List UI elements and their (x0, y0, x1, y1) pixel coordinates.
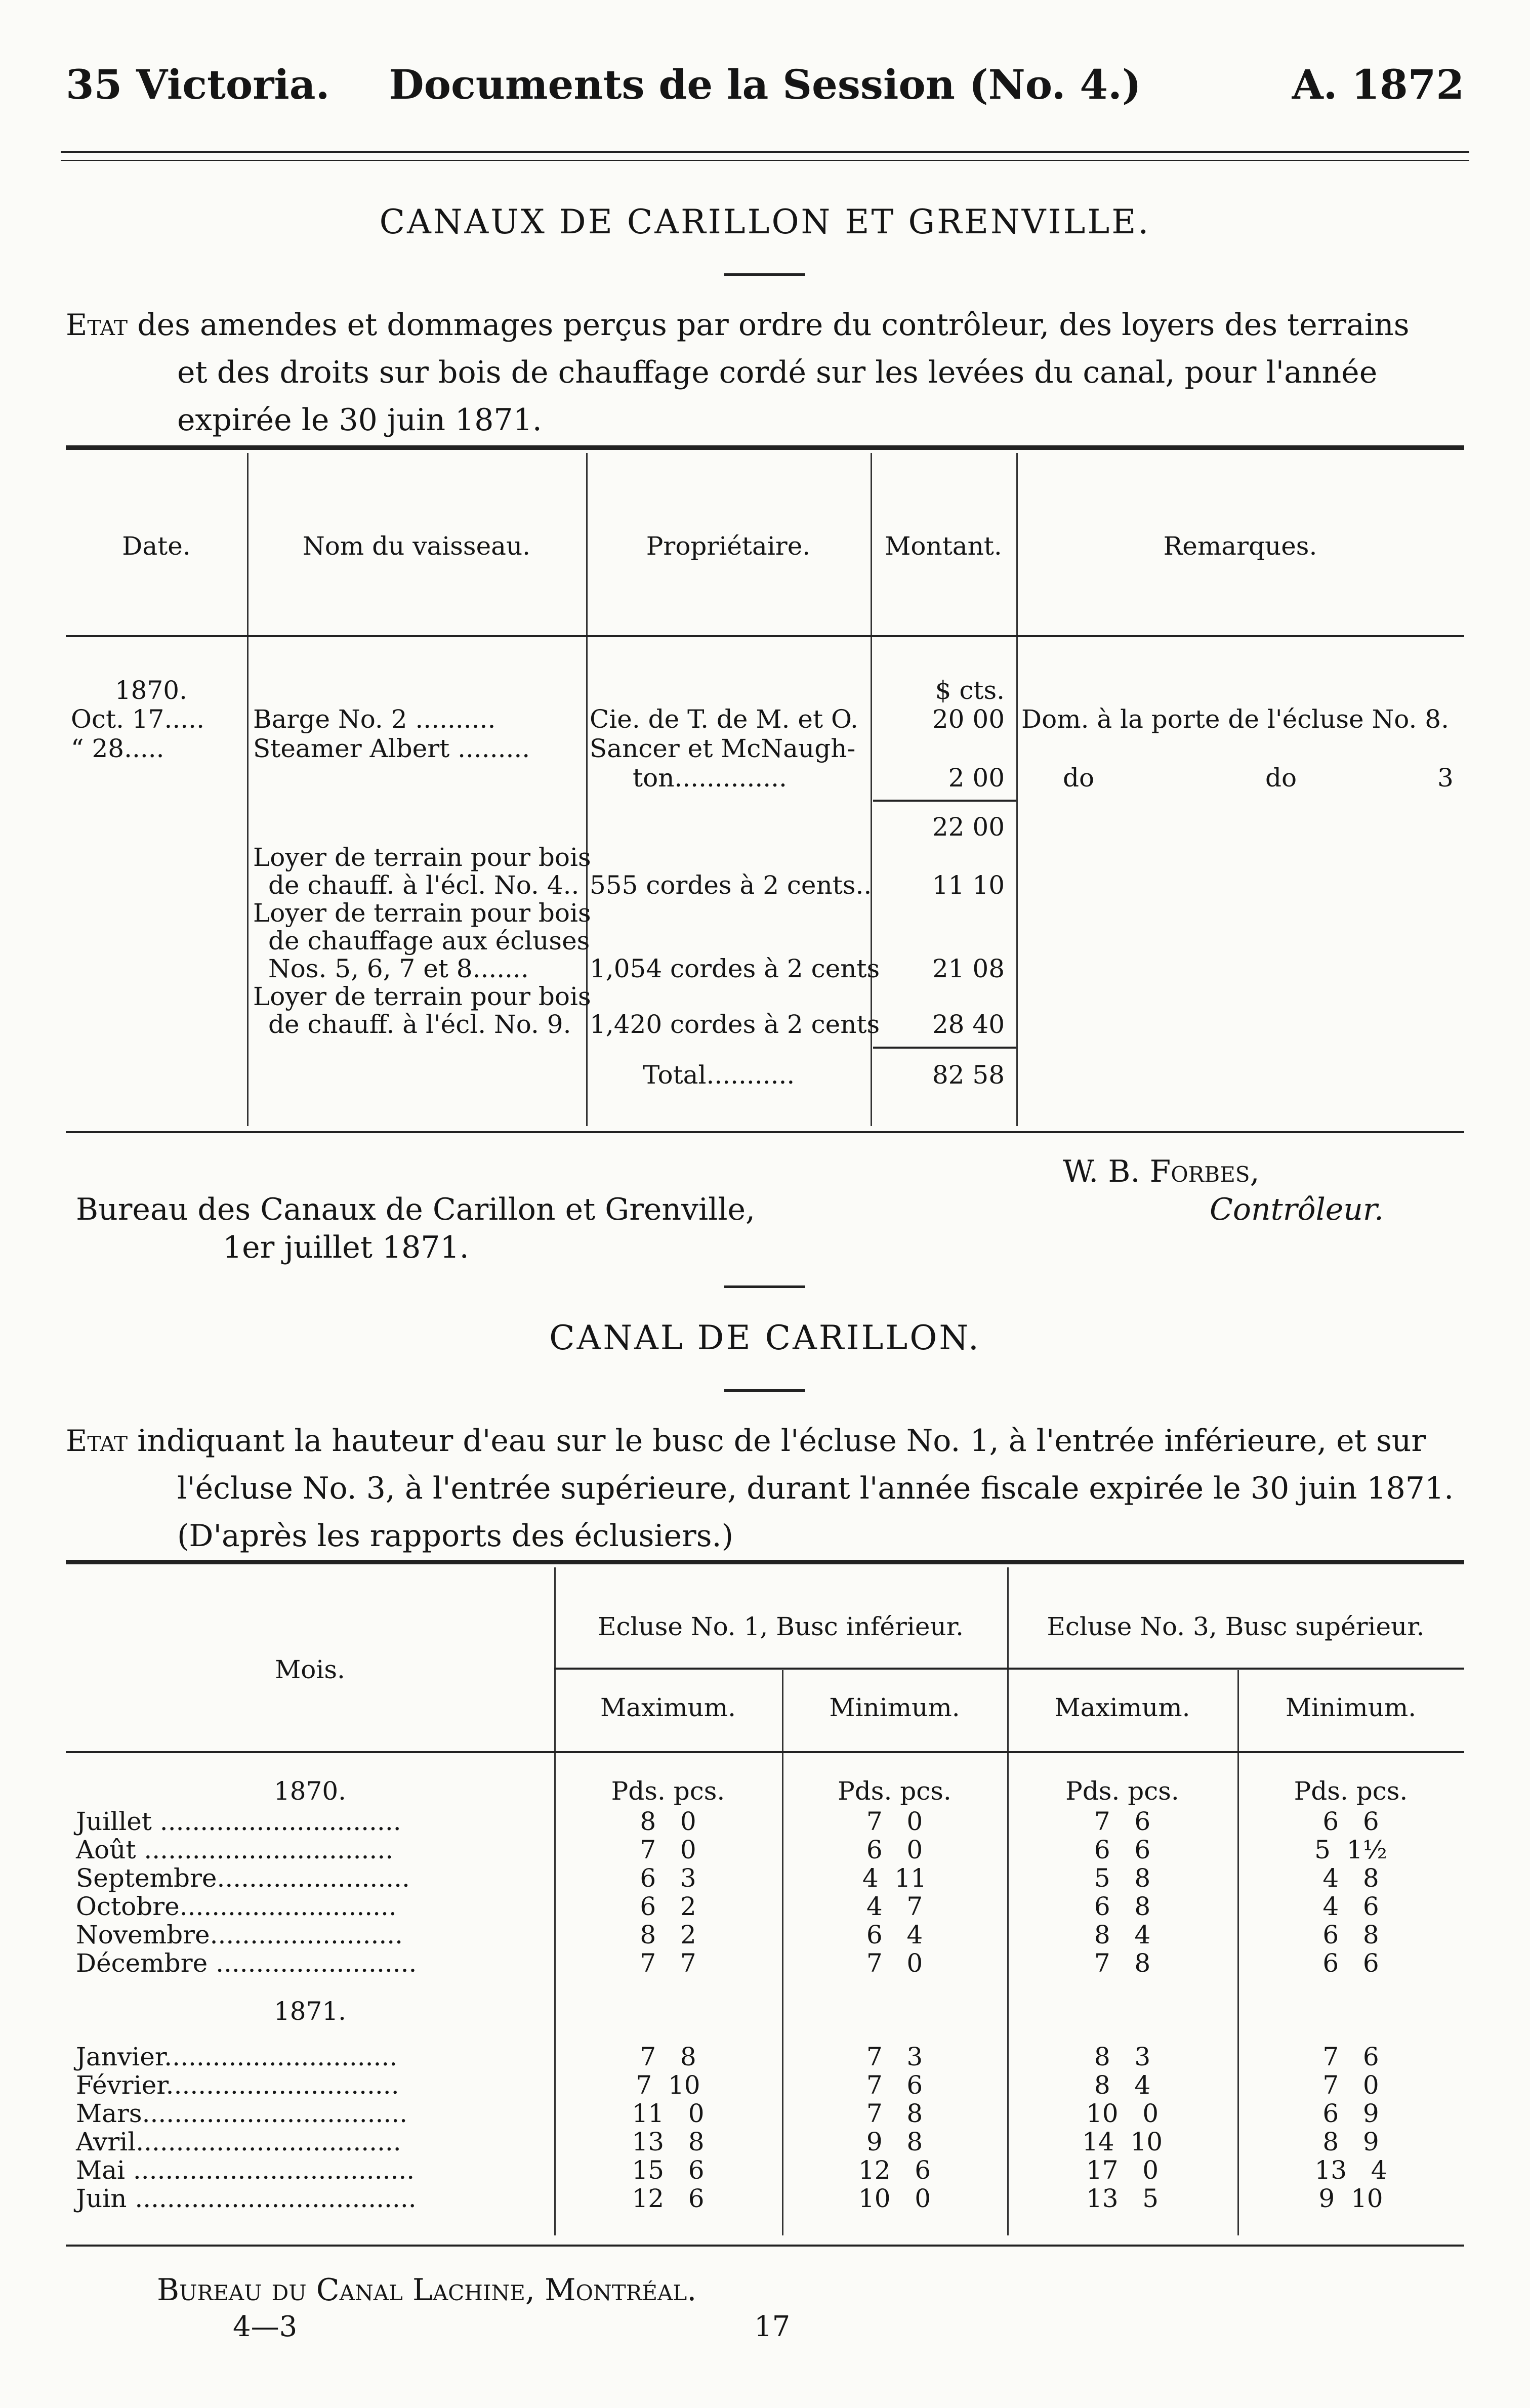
table-cell-value: 7 0 (640, 1835, 696, 1864)
units: Pds. pcs. (611, 1776, 725, 1806)
table-cell-value: 7 0 (866, 1807, 923, 1836)
table-cell-value: 4 8 (1322, 1863, 1379, 1893)
year-label: 1871. (273, 1997, 347, 2026)
table-row-owner: Cie. de T. de M. et O. (590, 704, 858, 734)
currency-label: $ cts. (935, 676, 1005, 705)
table-cell-value: 11 0 (632, 2099, 705, 2128)
table-cell-value: 7 8 (866, 2099, 923, 2128)
header-year: A. 1872 (1292, 61, 1464, 108)
total-rule (873, 1047, 1016, 1049)
table-row-month: Mai ................................... (76, 2155, 415, 2185)
table-cell-value: 17 0 (1086, 2155, 1159, 2185)
table-cell-value: 6 8 (1322, 1920, 1379, 1949)
loyer-amount: 28 40 (932, 1010, 1005, 1039)
table-row-remark: Dom. à la porte de l'écluse No. 8. (1021, 704, 1449, 734)
table-cell-value: 13 5 (1086, 2184, 1159, 2213)
loyer-owner: 1,420 cordes à 2 cents (590, 1010, 880, 1039)
col-min-3: Minimum. (1285, 1693, 1417, 1722)
table-row-owner-cont: ton.............. (633, 763, 787, 793)
table-row-remark: do (1265, 763, 1297, 793)
loyer-line: Loyer de terrain pour bois (253, 982, 591, 1011)
subtotal-rule (873, 800, 1016, 802)
loyer-owner: 1,054 cordes à 2 cents (590, 954, 880, 983)
signature-title: Contrôleur. (1210, 1192, 1384, 1227)
table-cell-value: 4 11 (862, 1863, 927, 1893)
group-rule (554, 1668, 1464, 1670)
table-row-month: Juin ................................... (76, 2184, 417, 2213)
table-cell-value: 8 2 (640, 1920, 696, 1949)
table-cell-value: 8 0 (640, 1807, 696, 1836)
table-cell-value: 6 2 (640, 1892, 696, 1921)
col-vessel: Nom du vaisseau. (302, 531, 531, 561)
table-cell-value: 4 7 (866, 1892, 923, 1921)
col-max-3: Maximum. (1054, 1693, 1190, 1722)
subtotal: 22 00 (932, 812, 1005, 842)
section1-intro (66, 301, 1464, 444)
table-bottom-rule (66, 2245, 1464, 2247)
col-remarks: Remarques. (1163, 531, 1317, 561)
table-cell-value: 6 8 (1094, 1892, 1151, 1921)
section1-title: CANAUX DE CARILLON ET GRENVILLE. (379, 202, 1151, 241)
table-row-month: Novembre........................ (76, 1920, 403, 1949)
table-row-month: Juillet .............................. (76, 1807, 401, 1836)
table-cell-value: 8 4 (1094, 2070, 1151, 2100)
running-header (66, 61, 1464, 116)
table-cell-value: 7 8 (1094, 1948, 1151, 1978)
units: Pds. pcs. (1294, 1776, 1408, 1806)
table-row-remark: 3 (1437, 763, 1454, 793)
loyer-owner: 555 cordes à 2 cents.. (590, 870, 872, 900)
col-max-1: Maximum. (600, 1693, 736, 1722)
header-session: 35 Victoria. (66, 61, 330, 108)
table-cell-value: 13 4 (1314, 2155, 1387, 2185)
table-cell-value: 7 3 (866, 2042, 923, 2071)
intro-line: (D'après les rapports des éclusiers.) (177, 1518, 734, 1554)
header-title: Documents de la Session (No. 4.) (389, 61, 1141, 108)
table-cell-value: 7 0 (866, 1948, 923, 1978)
office-label: Bureau des Canaux de Carillon et Grenville, (76, 1192, 756, 1227)
loyer-line: de chauffage aux écluses (268, 926, 590, 956)
table-row-month: Octobre........................... (76, 1892, 397, 1921)
table-row-month: Mars................................. (76, 2099, 408, 2128)
year-label: 1870. (273, 1776, 347, 1806)
table-cell-value: 5 8 (1094, 1863, 1151, 1893)
table-cell-value: 12 6 (858, 2155, 931, 2185)
divider (724, 1389, 805, 1392)
table-row-date: Oct. 17..... (71, 704, 204, 734)
intro-line: indiquant la hauteur d'eau sur le busc de l'écluse No. 1, à l'entrée inférieure, et sur (137, 1423, 1426, 1459)
loyer-amount: 21 08 (932, 954, 1005, 983)
table-row-month: Février............................. (76, 2070, 399, 2100)
col-amount: Montant. (885, 531, 1002, 561)
table-row-amount: 2 00 (948, 763, 1005, 793)
intro-line: expirée le 30 juin 1871. (177, 402, 542, 438)
col-owner: Propriétaire. (646, 531, 811, 561)
table-row-vessel: Steamer Albert ......... (253, 734, 530, 763)
intro-line: des amendes et dommages perçus par ordre du contrôleur, des loyers des terrains (137, 307, 1410, 343)
table-cell-value: 5 1½ (1314, 1835, 1387, 1864)
table-top-rule (66, 1560, 1464, 1564)
table-row-amount: 20 00 (932, 704, 1005, 734)
intro-lead: Etat (66, 308, 128, 342)
section2-title: CANAL DE CARILLON. (549, 1318, 981, 1357)
loyer-line: de chauff. à l'écl. No. 9. (268, 1010, 571, 1039)
col-date: Date. (122, 531, 191, 561)
table-cell-value: 6 4 (866, 1920, 923, 1949)
col-mois: Mois. (275, 1655, 345, 1684)
header-rule (61, 151, 1469, 161)
footer-ref: 4—3 (233, 2310, 298, 2343)
table-row-month: Septembre........................ (76, 1863, 410, 1893)
table-cell-value: 10 0 (1086, 2099, 1159, 2128)
col-min-1: Minimum. (829, 1693, 960, 1722)
table-cell-value: 7 6 (1322, 2042, 1379, 2071)
year-label: 1870. (114, 676, 187, 705)
loyer-line: Loyer de terrain pour bois (253, 843, 591, 872)
office-date: 1er juillet 1871. (223, 1230, 469, 1265)
divider (724, 1285, 805, 1288)
table-row-month: Décembre ......................... (76, 1948, 417, 1978)
intro-line: l'écluse No. 3, à l'entrée supérieure, durant l'année fiscale expirée le 30 juin 1871. (177, 1471, 1454, 1506)
divider (724, 273, 805, 276)
section2-intro (66, 1417, 1464, 1560)
table-top-rule (66, 445, 1464, 450)
loyer-amount: 11 10 (932, 870, 1005, 900)
table-row-month: Janvier............................. (76, 2042, 398, 2071)
units: Pds. pcs. (1065, 1776, 1179, 1806)
table-row-date: “ 28..... (71, 734, 164, 763)
table-cell-value: 6 6 (1094, 1835, 1151, 1864)
table-cell-value: 14 10 (1082, 2127, 1163, 2156)
table-row-vessel: Barge No. 2 .......... (253, 704, 496, 734)
footer-office: Bureau du Canal Lachine, Montréal. (157, 2272, 697, 2308)
table-cell-value: 7 7 (640, 1948, 696, 1978)
units: Pds. pcs. (838, 1776, 952, 1806)
table-row-month: Août ............................... (76, 1835, 394, 1864)
signature-name: W. B. Forbes, (1063, 1154, 1260, 1189)
table-cell-value: 4 6 (1322, 1892, 1379, 1921)
table-cell-value: 8 9 (1322, 2127, 1379, 2156)
page-number: 17 (754, 2310, 791, 2343)
total-label: Total........... (643, 1060, 795, 1090)
table-cell-value: 6 6 (1322, 1948, 1379, 1978)
group-ecluse-1: Ecluse No. 1, Busc inférieur. (598, 1612, 964, 1641)
table-cell-value: 7 6 (866, 2070, 923, 2100)
table-cell-value: 6 6 (1322, 1807, 1379, 1836)
header-rule (66, 1751, 1464, 1753)
intro-lead: Etat (66, 1424, 128, 1458)
loyer-line: Nos. 5, 6, 7 et 8....... (268, 954, 529, 983)
table-row-owner: Sancer et McNaugh- (590, 734, 856, 763)
header-rule (66, 635, 1464, 637)
table-cell-value: 7 6 (1094, 1807, 1151, 1836)
table-cell-value: 7 10 (636, 2070, 700, 2100)
table-cell-value: 7 0 (1322, 2070, 1379, 2100)
table-row-month: Avril................................. (76, 2127, 401, 2156)
table-cell-value: 15 6 (632, 2155, 705, 2185)
table-cell-value: 6 0 (866, 1835, 923, 1864)
intro-line: et des droits sur bois de chauffage cordé sur les levées du canal, pour l'année (177, 355, 1378, 390)
loyer-line: de chauff. à l'écl. No. 4.. (268, 870, 580, 900)
table-cell-value: 10 0 (858, 2184, 931, 2213)
table-cell-value: 8 3 (1094, 2042, 1151, 2071)
table-cell-value: 6 9 (1322, 2099, 1379, 2128)
table-bottom-rule (66, 1131, 1464, 1133)
total-amount: 82 58 (932, 1060, 1005, 1090)
table-row-remark: do (1063, 763, 1095, 793)
table-cell-value: 13 8 (632, 2127, 705, 2156)
table-cell-value: 8 4 (1094, 1920, 1151, 1949)
group-ecluse-3: Ecluse No. 3, Busc supérieur. (1047, 1612, 1425, 1641)
table-cell-value: 9 8 (866, 2127, 923, 2156)
table-cell-value: 9 10 (1318, 2184, 1383, 2213)
table-cell-value: 7 8 (640, 2042, 696, 2071)
table-cell-value: 6 3 (640, 1863, 696, 1893)
loyer-line: Loyer de terrain pour bois (253, 898, 591, 928)
table-cell-value: 12 6 (632, 2184, 705, 2213)
